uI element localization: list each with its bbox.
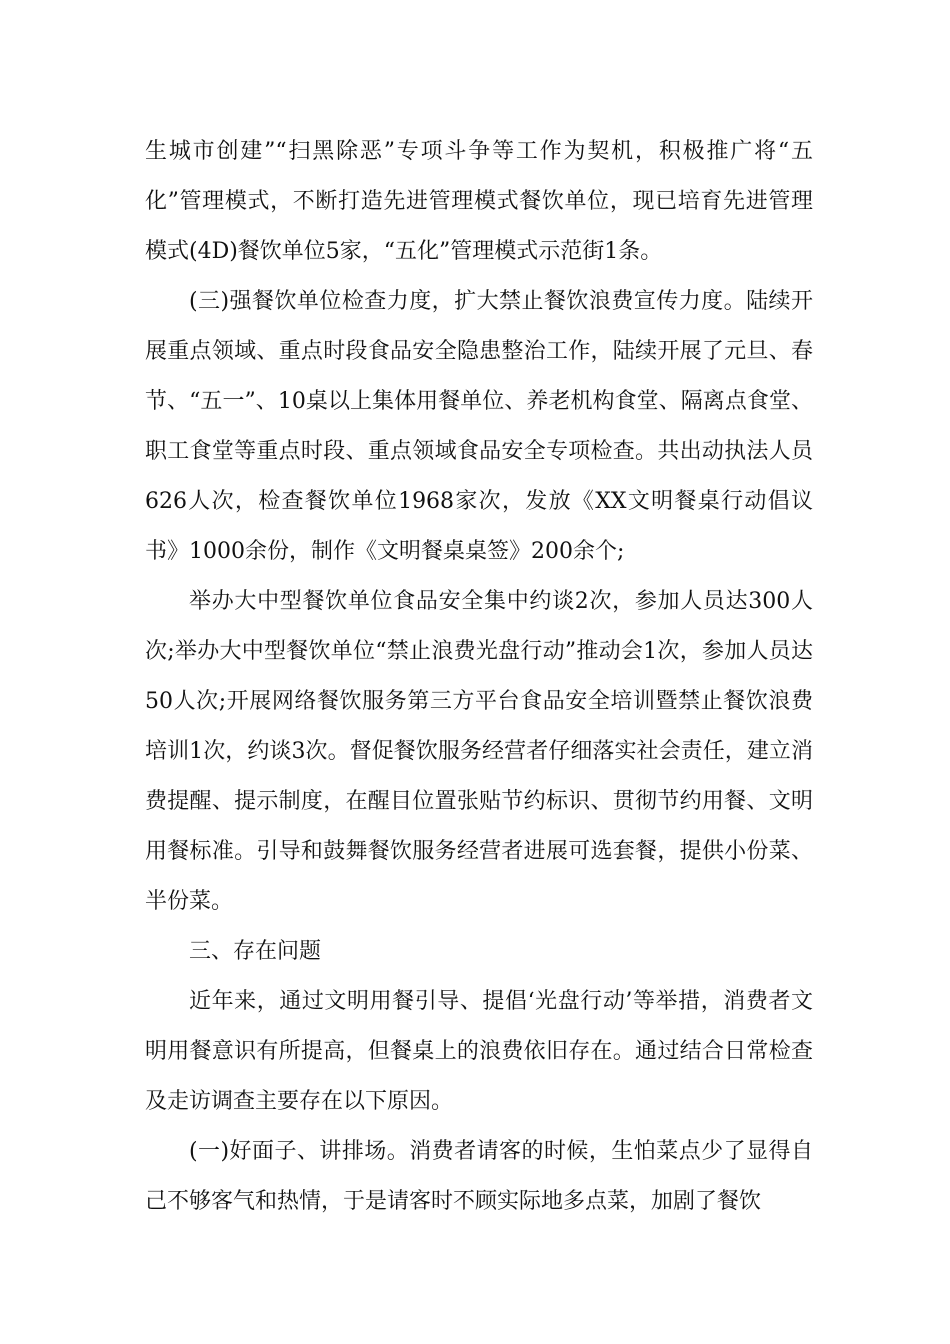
paragraph-intro-problems: 近年来，通过文明用餐引导、提倡‘光盘行动’等举措，消费者文明用餐意识有所提高，但餐桌上的浪费依旧存在。通过结合日常检查及走访调查主要存在以下原因。 (145, 989, 813, 1114)
paragraph-face-saving: (一)好面子、讲排场。消费者请客的时候，生怕菜点少了显得自己不够客气和热情，于是请客时不顾实际地多点菜，加剧了餐饮 (145, 1139, 813, 1214)
paragraph-inspection: (三)强餐饮单位检查力度，扩大禁止餐饮浪费宣传力度。陆续开展重点领域、重点时段食品安全隐患整治工作，陆续开展了元旦、春节、“五一”、10桌以上集体用餐单位、养老机构食堂、隔离点食堂、职工食堂等重点时段、重点领域食品安全专项检查。共出动执法人员626人次，检查餐饮单位1968家次，发放《XX文明餐桌行动倡议书》1000余份，制作《文明餐桌桌签》200余个; (145, 289, 813, 564)
paragraph-meetings: 举办大中型餐饮单位食品安全集中约谈2次，参加人员达300人次;举办大中型餐饮单位“禁止浪费光盘行动”推动会1次，参加人员达50人次;开展网络餐饮服务第三方平台食品安全培训暨禁止餐饮浪费培训1次，约谈3次。督促餐饮服务经营者仔细落实社会责任，建立消费提醒、提示制度，在醒目位置张贴节约标识、贯彻节约用餐、文明用餐标准。引导和鼓舞餐饮服务经营者进展可选套餐，提供小份菜、半份菜。 (145, 589, 813, 914)
document-body (145, 127, 813, 1227)
section-heading-problems: 三、存在问题 (189, 939, 322, 964)
paragraph-continuation: 生城市创建”“扫黑除恶”专项斗争等工作为契机，积极推广将“五化”管理模式，不断打造先进管理模式餐饮单位，现已培育先进管理模式(4D)餐饮单位5家，“五化”管理模式示范街1条。 (145, 139, 813, 264)
